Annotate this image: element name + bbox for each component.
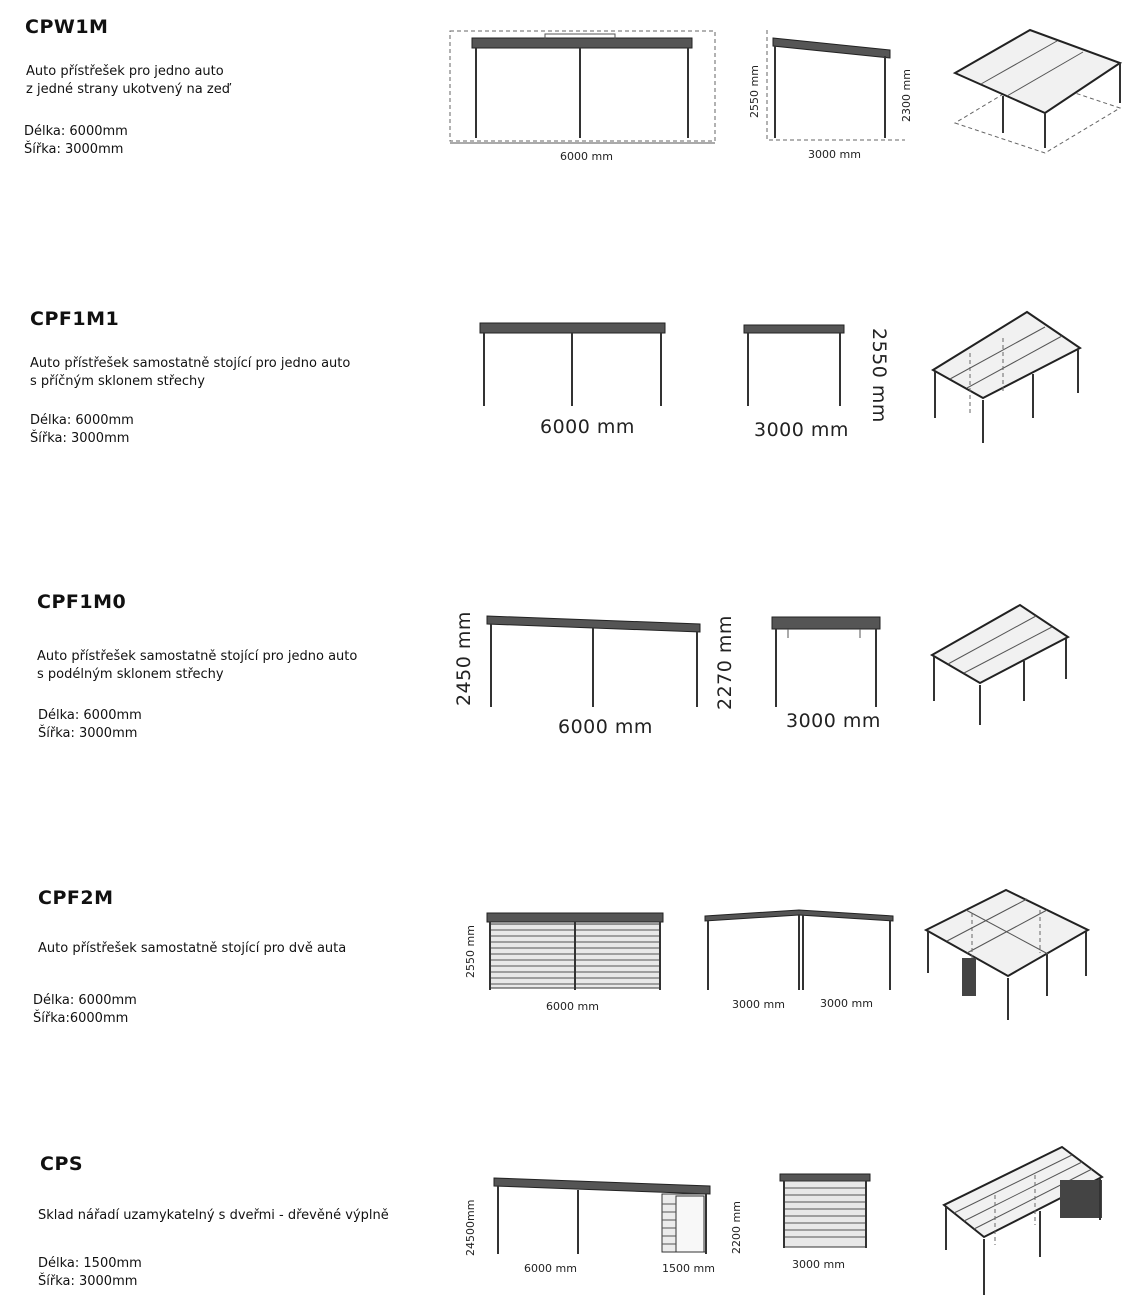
dimension-label: 2450 mm (453, 611, 475, 706)
dimension-label: 3000 mm (754, 419, 849, 441)
dimension-label: 6000 mm (560, 150, 613, 163)
length-text: Délka: 6000mm (33, 993, 137, 1008)
dimension-label: 3000 mm (792, 1258, 845, 1271)
front-view-drawing (492, 1174, 714, 1259)
description-line: Auto přístřešek samostatně stojící pro jedno auto (37, 649, 358, 664)
front-view-drawing (485, 910, 667, 995)
dimension-label: 3000 mm (820, 997, 873, 1010)
side-view-drawing (770, 612, 885, 712)
product-description (37, 648, 357, 684)
dimension-label: 3000 mm (732, 998, 785, 1011)
dimension-label: 1500 mm (662, 1262, 715, 1275)
perspective-view-drawing (928, 603, 1078, 728)
side-view-drawing (778, 1172, 873, 1252)
product-description (30, 355, 350, 391)
product-description (38, 1207, 389, 1225)
length-text: Délka: 1500mm (38, 1256, 142, 1271)
product-description (38, 940, 346, 958)
side-view-drawing (742, 320, 852, 410)
product-dimensions (38, 707, 142, 743)
description-line: s podélným sklonem střechy (37, 667, 224, 682)
dimension-label: 6000 mm (558, 716, 653, 738)
description-line: s příčným sklonem střechy (30, 374, 205, 389)
perspective-view-drawing (925, 308, 1090, 448)
dimension-label: 2550 mm (464, 925, 477, 978)
length-text: Délka: 6000mm (30, 413, 134, 428)
front-view-drawing (440, 28, 730, 158)
width-text: Šířka: 3000mm (24, 142, 124, 157)
product-dimensions (30, 412, 134, 448)
product-title: CPF1M0 (37, 591, 127, 613)
product-title: CPS (40, 1153, 84, 1175)
product-title: CPF2M (38, 887, 114, 909)
perspective-view-drawing (922, 888, 1092, 1023)
dimension-label: 6000 mm (524, 1262, 577, 1275)
product-title: CPW1M (25, 16, 109, 38)
dimension-label: 6000 mm (546, 1000, 599, 1013)
description-line: Auto přístřešek pro jedno auto (26, 64, 224, 79)
dimension-label: 2550 mm (868, 328, 890, 423)
width-text: Šířka: 3000mm (38, 1274, 138, 1289)
width-text: Šířka:6000mm (33, 1011, 129, 1026)
perspective-view-drawing (945, 28, 1125, 158)
dimension-label: 2270 mm (714, 615, 736, 710)
width-text: Šířka: 3000mm (38, 726, 138, 741)
shed-wall (662, 1194, 706, 1252)
product-title: CPF1M1 (30, 308, 120, 330)
description-line: Sklad nářadí uzamykatelný s dveřmi - dřevěné výplně (38, 1208, 389, 1223)
dimension-label: 2550 mm (748, 65, 761, 118)
dimension-label: 24500mm (464, 1199, 477, 1256)
front-view-drawing (485, 612, 705, 712)
product-description (26, 63, 230, 99)
dimension-label: 3000 mm (786, 710, 881, 732)
product-dimensions (24, 123, 128, 159)
width-text: Šířka: 3000mm (30, 431, 130, 446)
dimension-label: 2300 mm (900, 69, 913, 122)
product-dimensions (33, 992, 137, 1028)
perspective-view-drawing (940, 1145, 1110, 1300)
dimension-label: 2200 mm (730, 1201, 743, 1254)
dimension-label: 3000 mm (808, 148, 861, 161)
description-line: Auto přístřešek samostatně stojící pro dvě auta (38, 941, 347, 956)
product-dimensions (38, 1255, 142, 1291)
description-line: z jedné strany ukotvený na zeď (26, 82, 230, 97)
shed-slats (784, 1181, 866, 1247)
length-text: Délka: 6000mm (24, 124, 128, 139)
dimension-label: 6000 mm (540, 416, 635, 438)
side-view-drawing (703, 908, 897, 993)
side-view-drawing (765, 28, 905, 148)
front-view-drawing (478, 320, 668, 410)
description-line: Auto přístřešek samostatně stojící pro jedno auto (30, 356, 351, 371)
length-text: Délka: 6000mm (38, 708, 142, 723)
